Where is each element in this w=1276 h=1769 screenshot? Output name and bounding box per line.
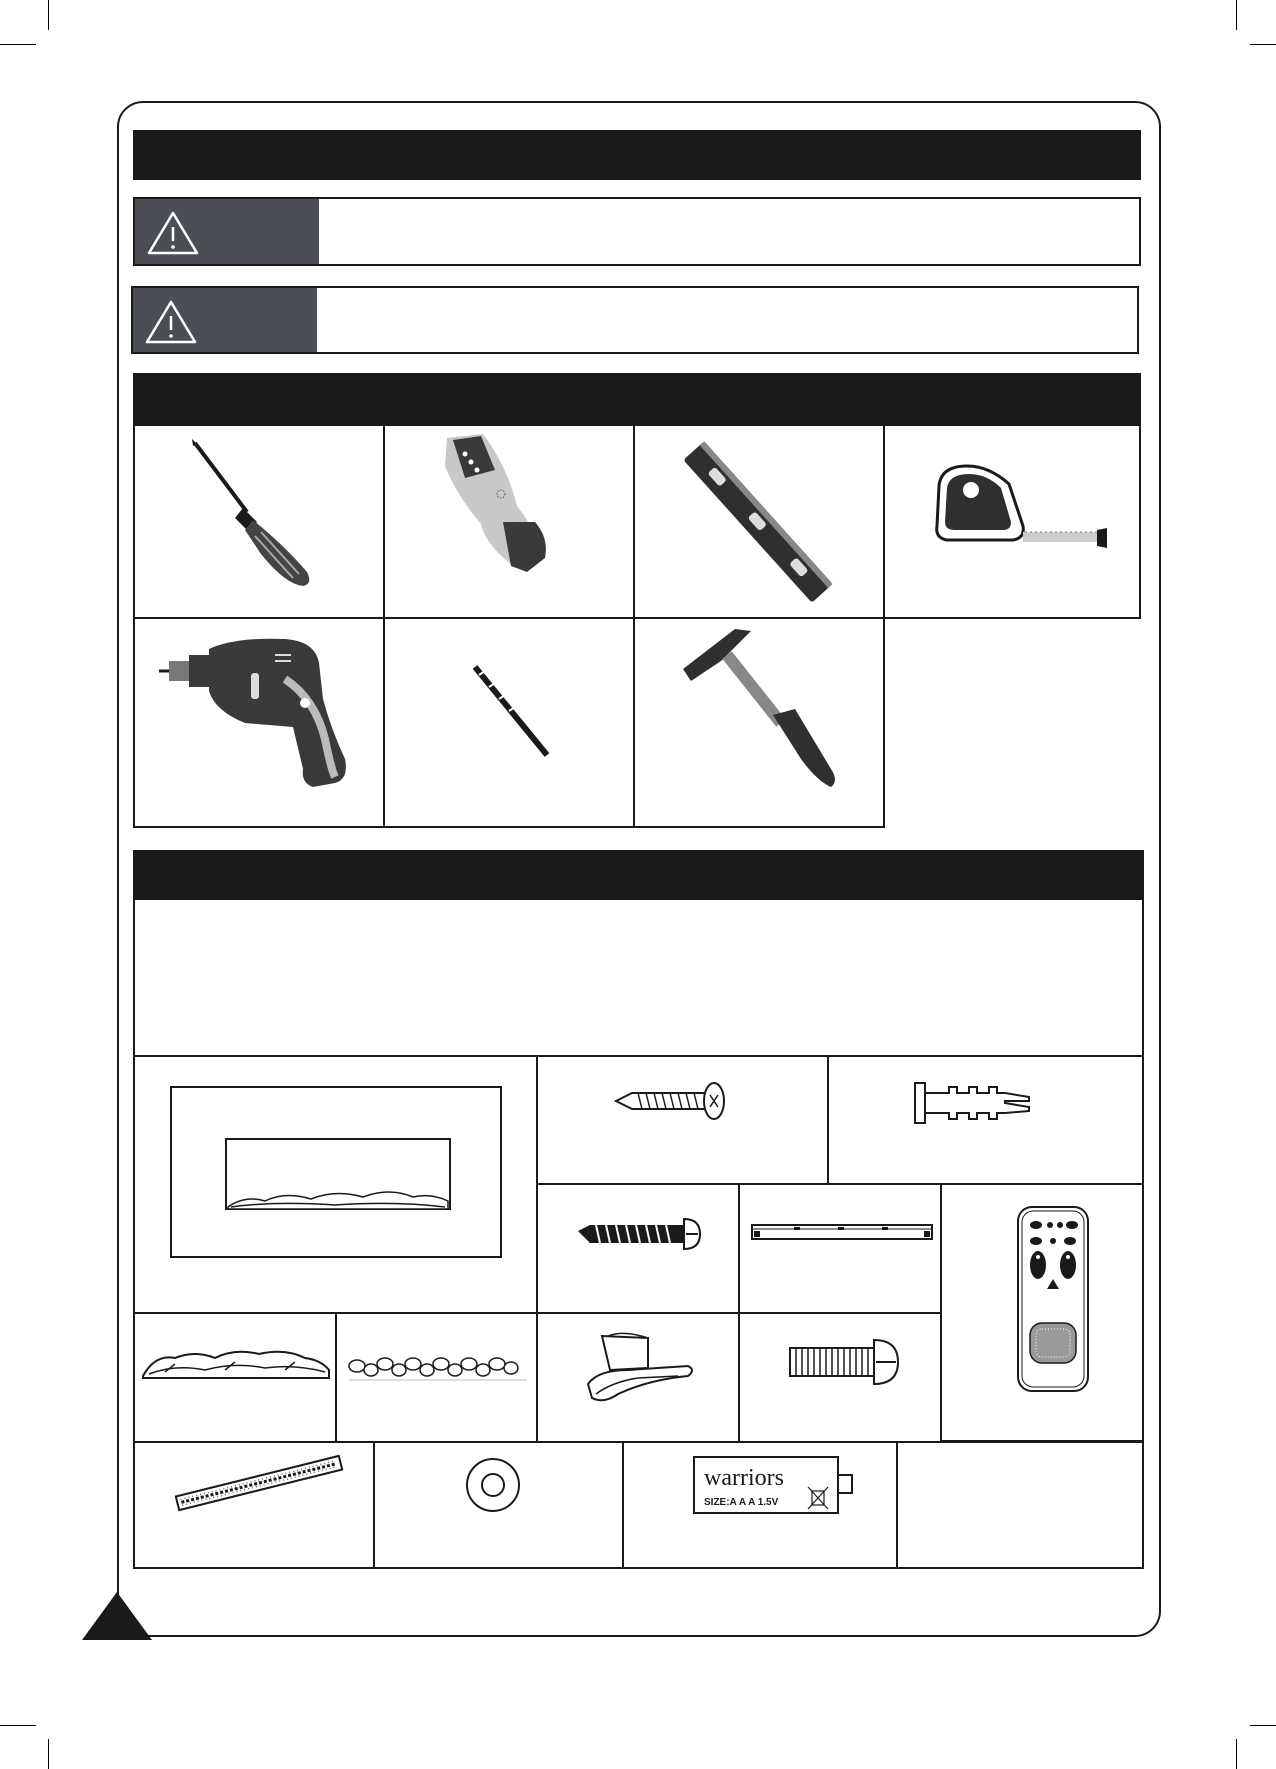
part-cell xyxy=(133,1312,337,1443)
wall-anchor-icon xyxy=(829,1057,1144,1185)
crop-mark xyxy=(0,1725,36,1726)
part-cell xyxy=(738,1183,942,1314)
battery-spec: SIZE:A A A 1.5V xyxy=(704,1497,779,1508)
warning-tag xyxy=(133,288,317,352)
pebble-set-icon xyxy=(337,1314,538,1443)
crop-mark xyxy=(1250,1725,1276,1726)
wood-screw-icon xyxy=(538,1185,740,1314)
part-cell-empty xyxy=(896,1441,1144,1569)
tool-cell xyxy=(633,424,885,619)
battery-brand: warriors xyxy=(704,1465,784,1491)
log-set-icon xyxy=(135,1314,337,1443)
part-cell xyxy=(827,1055,1144,1185)
tool-cell xyxy=(383,617,635,828)
tool-cell xyxy=(133,617,385,828)
wall-bracket-icon xyxy=(740,1185,942,1314)
crop-mark xyxy=(1250,44,1276,45)
part-cell xyxy=(133,1055,538,1314)
machine-screw-icon xyxy=(538,1057,829,1185)
part-cell xyxy=(940,1183,1144,1442)
ember-bed-strip-icon xyxy=(135,1443,375,1569)
washer-icon xyxy=(375,1443,624,1569)
part-cell xyxy=(536,1183,740,1314)
warning-tag xyxy=(135,199,319,264)
crop-mark xyxy=(48,1739,49,1769)
warning-box xyxy=(133,197,1141,266)
tool-cell xyxy=(633,617,885,828)
part-cell xyxy=(622,1441,898,1569)
part-cell xyxy=(335,1312,538,1443)
part-cell xyxy=(133,1441,375,1569)
tool-cell xyxy=(133,424,385,619)
tool-cell xyxy=(883,424,1141,619)
parts-section-bar xyxy=(133,850,1144,900)
part-cell xyxy=(536,1055,829,1185)
part-cell xyxy=(373,1441,624,1569)
warning-box xyxy=(131,286,1139,354)
parts-notes xyxy=(133,899,1144,1057)
tools-section-bar xyxy=(133,373,1141,425)
tool-cell xyxy=(383,424,635,619)
screwdriver-icon xyxy=(135,426,385,619)
part-cell xyxy=(738,1312,942,1443)
tape-measure-icon xyxy=(885,426,1141,619)
part-cell xyxy=(536,1312,740,1443)
remote-control-icon xyxy=(942,1185,1144,1442)
crop-mark xyxy=(1236,1739,1237,1769)
drill-bit-icon xyxy=(385,619,635,828)
crop-mark xyxy=(1236,0,1237,30)
power-drill-icon xyxy=(135,619,385,828)
warning-triangle-icon xyxy=(141,296,201,348)
fireplace-unit-icon xyxy=(135,1057,538,1314)
mounting-clip-icon xyxy=(538,1314,740,1443)
battery-icon xyxy=(624,1443,898,1569)
crop-mark xyxy=(48,0,49,30)
bolt-icon xyxy=(740,1314,942,1443)
crop-mark xyxy=(0,44,36,45)
spirit-level-icon xyxy=(635,426,885,619)
stud-finder-icon xyxy=(385,426,635,619)
warning-text xyxy=(329,288,1127,352)
header-bar xyxy=(133,130,1141,180)
hammer-icon xyxy=(635,619,885,828)
page-corner-triangle xyxy=(82,1592,152,1640)
warning-text xyxy=(331,199,1129,264)
warning-triangle-icon xyxy=(143,207,203,259)
